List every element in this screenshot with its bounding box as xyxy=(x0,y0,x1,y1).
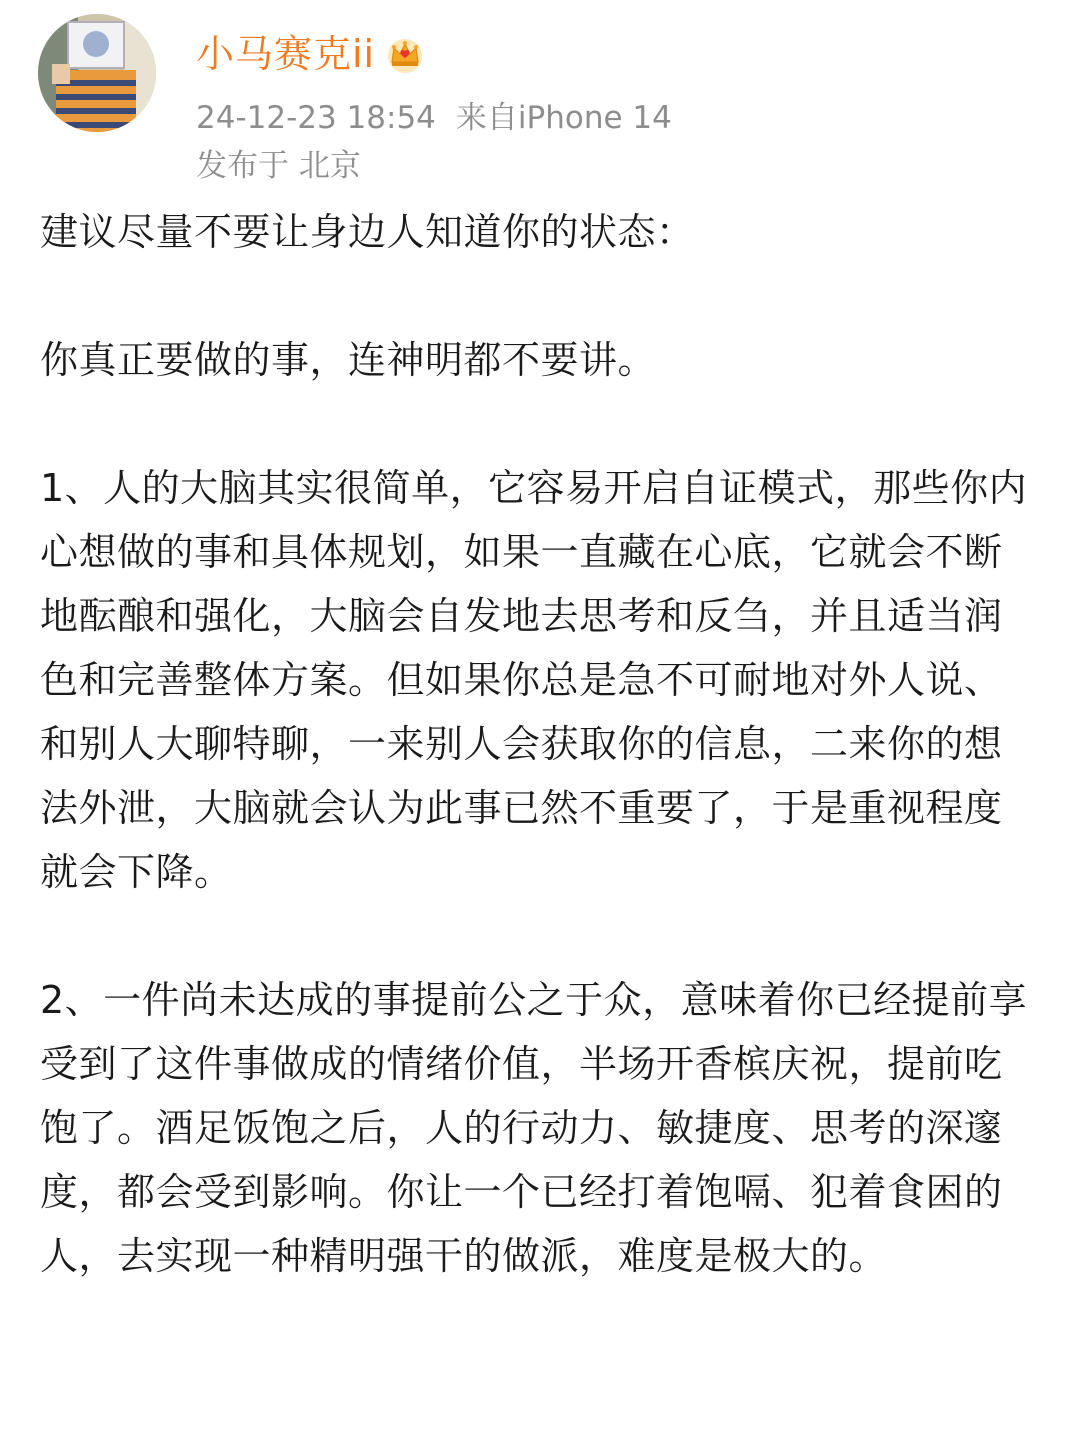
paragraph-intro: 建议尽量不要让身边人知道你的状态： xyxy=(40,210,695,254)
paragraph-point-1: 1、人的大脑其实很简单，它容易开启自证模式，那些你内心想做的事和具体规划，如果一直藏在心底，它就会不断地酝酿和强化，大脑会自发地去思考和反刍，并且适当润色和完善整体方案。但如果你总是急不可耐地对外人说、和别人大聊特聊，一来别人会获取你的信息，二来你的想法外泄，大脑就会认为此事已然不重要了，于是重视程度就会下降。 xyxy=(40,466,1028,894)
crown-icon[interactable] xyxy=(385,34,425,74)
avatar-photo xyxy=(38,14,156,132)
post-location: 发布于 北京 xyxy=(196,148,361,184)
post-body xyxy=(40,200,1040,1288)
post-source: 来自iPhone 14 xyxy=(455,100,672,136)
post-header xyxy=(38,14,1038,184)
post-meta xyxy=(196,96,672,140)
author-name[interactable]: 小马赛克ii xyxy=(196,32,376,76)
avatar[interactable] xyxy=(38,14,156,132)
paragraph-point-2: 2、一件尚未达成的事提前公之于众，意味着你已经提前享受到了这件事做成的情绪价值，半场开香槟庆祝，提前吃饱了。酒足饭饱之后，人的行动力、敏捷度、思考的深邃度，都会受到影响。你让一个已经打着饱嗝、犯着食困的人，去实现一种精明强干的做派，难度是极大的。 xyxy=(40,978,1028,1278)
post-timestamp: 24-12-23 18:54 xyxy=(196,100,436,136)
author-row xyxy=(196,22,425,86)
paragraph-quote: 你真正要做的事，连神明都不要讲。 xyxy=(40,338,657,382)
